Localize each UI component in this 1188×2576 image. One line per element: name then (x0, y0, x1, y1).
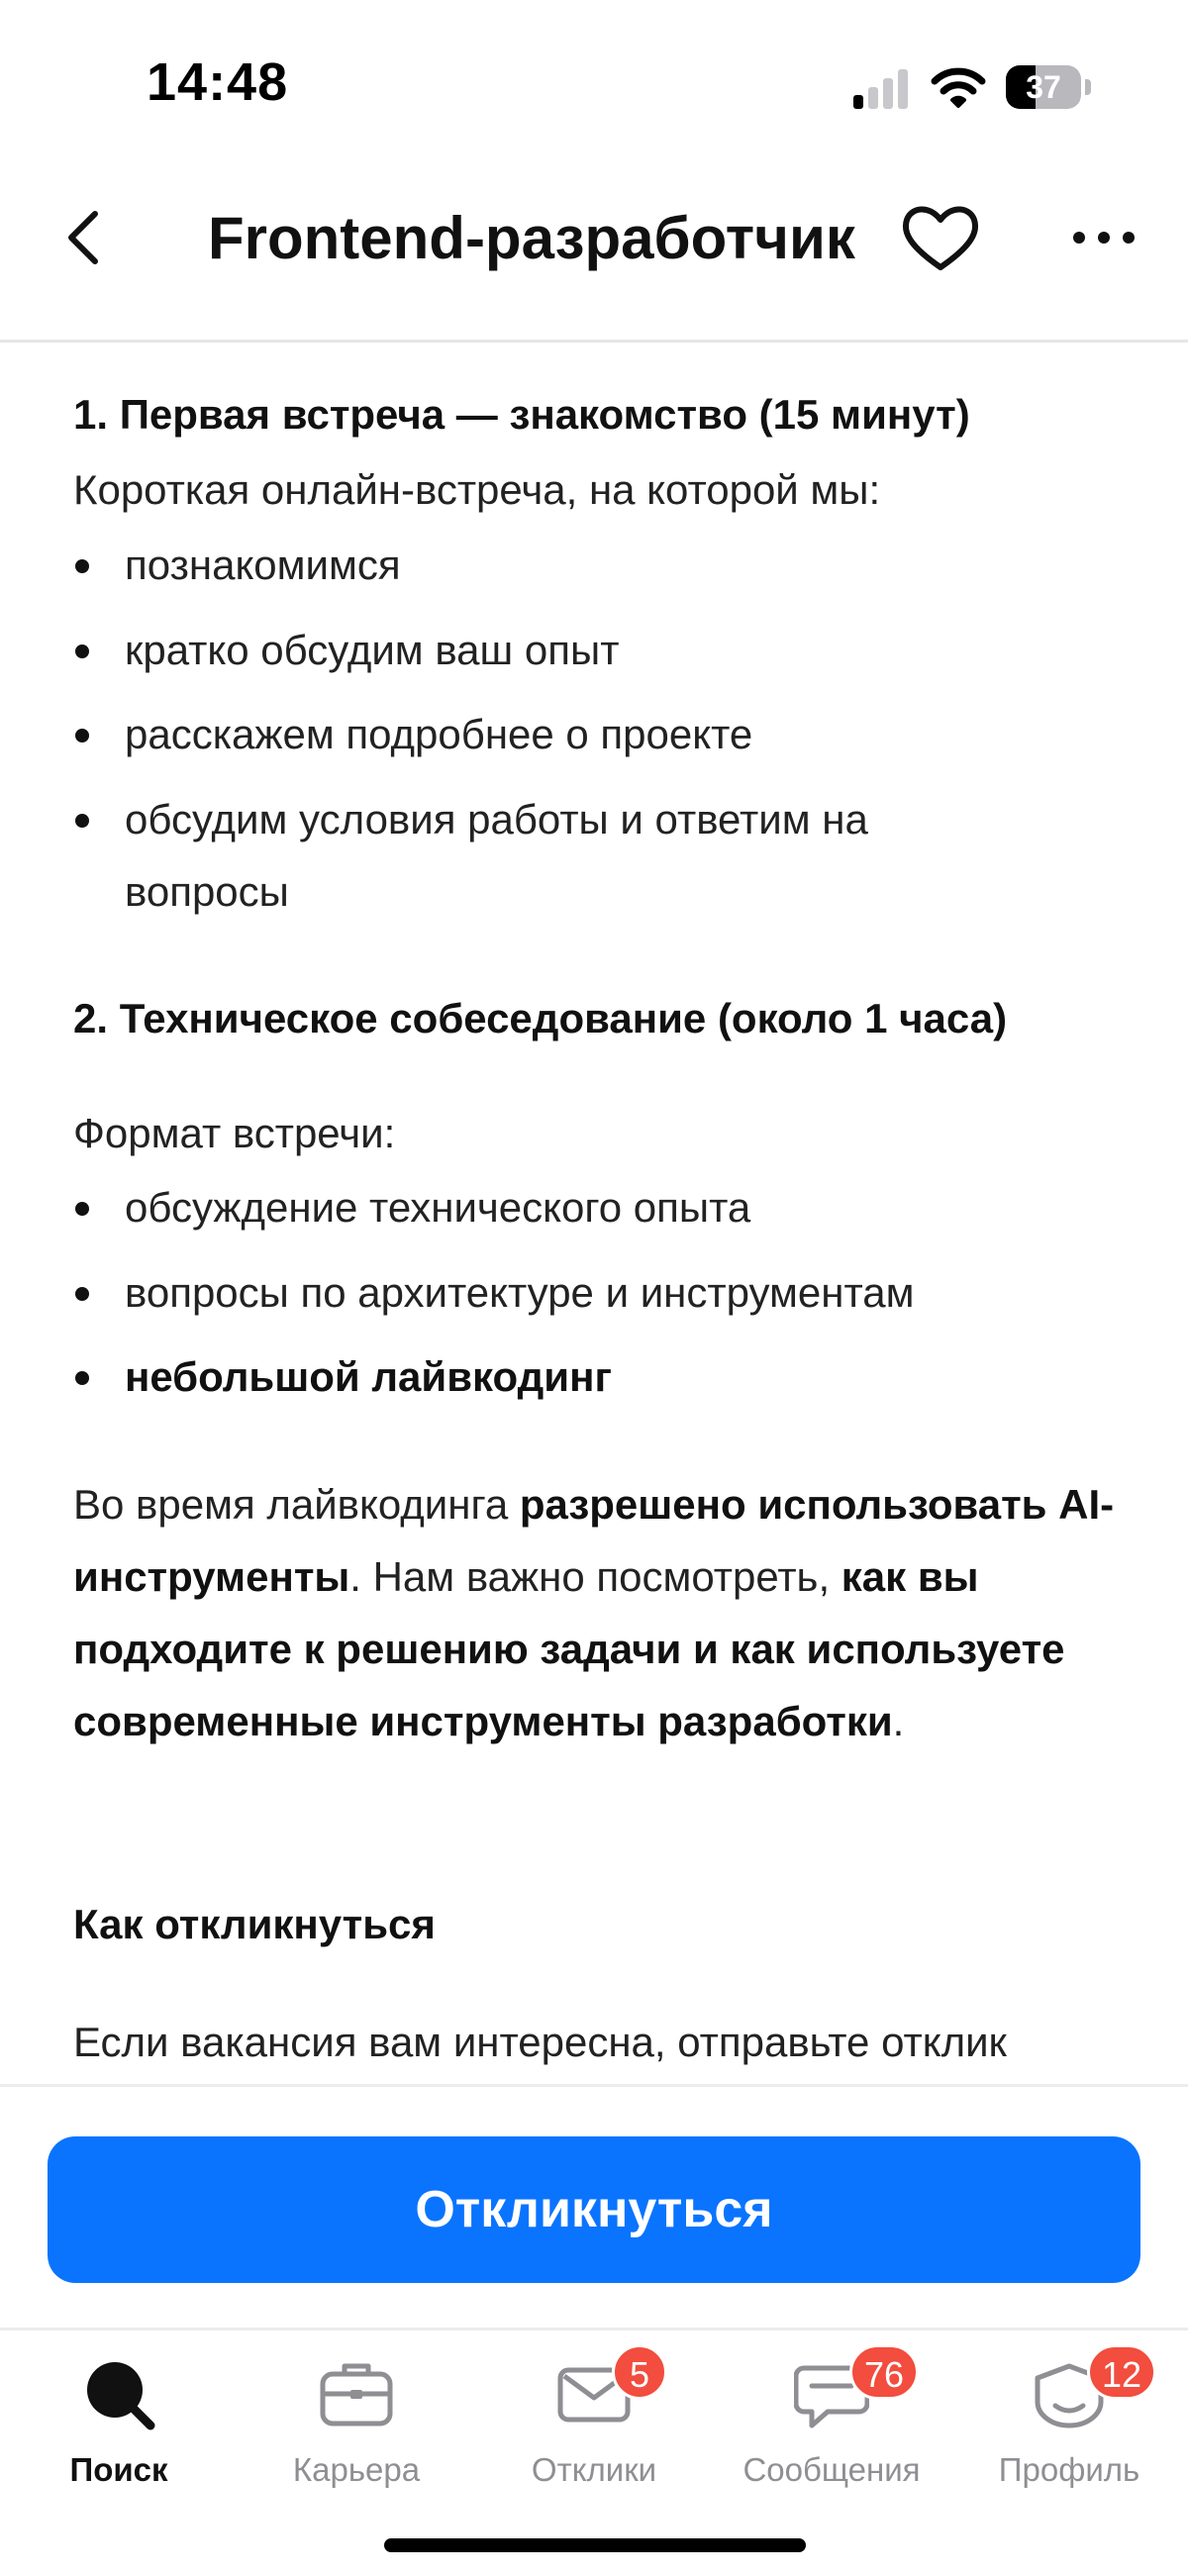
battery-level: 37 (1026, 69, 1061, 105)
tab-label: Сообщения (742, 2451, 921, 2488)
vacancy-description[interactable]: 1. Первая встреча — знакомство (15 минут) Короткая онлайн-встреча, на которой мы: познакомимся кратко обсудим ваш опыт расскажем подробнее о проекте обсудим условия работы и ответим на вопросы 2. Техническое собеседование (около 1 часа) Формат встречи: обсуждение технического опыта вопросы по архитектуре и инструментам небольшой лайвкодинг Во время лайвкодинга разрешено использовать AI-инструменты. Нам важно посмотреть, как вы подходите к решению задачи и как используете современные инструменты разработки. Как откликнуться Если вакансия вам интересна, отправьте отклик (0, 346, 1188, 2084)
tab-responses[interactable] (475, 2330, 713, 2528)
page-title: Frontend-разработчик (208, 205, 855, 271)
bullet-dot (75, 1371, 89, 1385)
bullet-dot (75, 559, 89, 573)
tab-career[interactable] (238, 2330, 475, 2528)
tab-label: Поиск (69, 2451, 168, 2488)
battery-icon (1006, 65, 1091, 109)
bullet-dot (75, 814, 89, 828)
more-dots-icon[interactable] (1069, 218, 1138, 257)
status-time: 14:48 (147, 52, 289, 112)
tab-label: Профиль (998, 2451, 1140, 2488)
status-bar (0, 0, 1188, 168)
section-title-how-to-apply: Как откликнуться (73, 1901, 436, 1947)
how-to-apply-text: Если вакансия вам интересна, отправьте отклик (73, 2019, 1007, 2065)
apply-button[interactable]: Откликнуться (48, 2136, 1140, 2283)
tab-label: Отклики (531, 2451, 657, 2488)
profile-badge: 12 (1087, 2344, 1156, 2400)
ai-tools-paragraph: Во время лайвкодинга разрешено использовать AI-инструменты. Нам важно посмотреть, как вы подходите к решению задачи и как используете современные инструменты разработки. (73, 1481, 1115, 1744)
responses-badge: 5 (612, 2344, 667, 2400)
briefcase-icon (319, 2356, 394, 2431)
section-intro: Формат встречи: (73, 1110, 396, 1156)
tab-search[interactable] (0, 2330, 238, 2528)
bullet-dot (75, 1287, 89, 1301)
section-title-first-meeting: 1. Первая встреча — знакомство (15 минут) (73, 391, 970, 438)
tab-messages[interactable] (713, 2330, 950, 2528)
bullet-dot (75, 729, 89, 743)
section-intro: Короткая онлайн-встреча, на которой мы: (73, 466, 881, 513)
tab-label: Карьера (292, 2451, 421, 2488)
action-area (0, 2084, 1188, 2328)
tab-profile[interactable] (950, 2330, 1188, 2528)
chevron-left-icon[interactable] (55, 198, 115, 277)
messages-badge: 76 (849, 2344, 919, 2400)
signal-icon (853, 69, 909, 109)
home-indicator[interactable] (384, 2538, 806, 2552)
bullet-dot (75, 644, 89, 658)
bullet-dot (75, 1202, 89, 1216)
section-title-tech-interview: 2. Техническое собеседование (около 1 часа) (73, 995, 1008, 1041)
nav-header (0, 168, 1188, 343)
wifi-icon (931, 65, 986, 109)
heart-icon[interactable] (899, 198, 982, 277)
search-icon (81, 2356, 156, 2431)
